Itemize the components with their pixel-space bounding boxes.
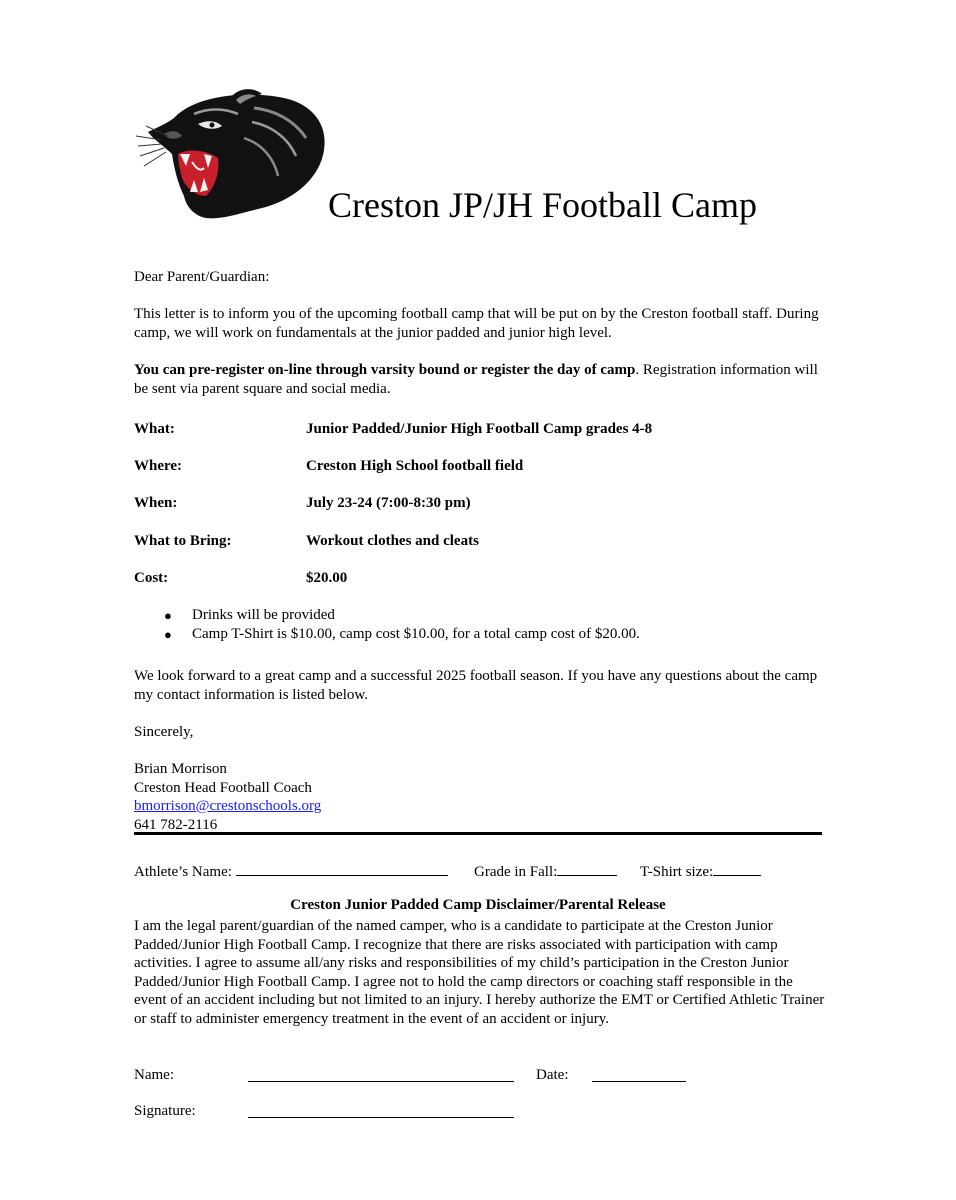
list-item: [134, 606, 640, 625]
grade-blank[interactable]: [557, 861, 617, 876]
release-date-label: Date:: [536, 1067, 569, 1083]
detail-value: $20.00: [306, 570, 348, 586]
detail-label: What to Bring:: [134, 533, 232, 549]
detail-row-cost: [134, 570, 348, 587]
release-signature-blank[interactable]: [248, 1103, 514, 1118]
release-name-label: Name:: [134, 1067, 174, 1083]
detail-label: Cost:: [134, 570, 169, 586]
closing-paragraph: We look forward to a great camp and a successful 2025 football season. If you have any questions about the camp my contact information is listed below.: [134, 668, 818, 703]
phone-number: 641 782-2116: [134, 816, 218, 833]
registration-info: . Registration information will be sent via parent square and social media.: [134, 362, 818, 397]
shirt-size-label: T-Shirt size:: [640, 864, 714, 880]
list-item: [134, 625, 640, 644]
athlete-name-label: Athlete’s Name:: [134, 864, 232, 880]
detail-row-bring: [134, 533, 479, 550]
athlete-name-blank[interactable]: [236, 861, 448, 876]
detail-row-what: [134, 421, 653, 438]
detail-value: July 23-24 (7:00-8:30 pm): [306, 495, 471, 511]
grade-field[interactable]: [474, 861, 617, 881]
signoff: Sincerely,: [134, 724, 194, 740]
bullet-text: Camp T-Shirt is $10.00, camp cost $10.00, for a total camp cost of $20.00.: [192, 626, 640, 642]
shirt-size-field[interactable]: [640, 861, 761, 881]
release-date-blank[interactable]: [592, 1067, 686, 1082]
page-title: Creston JP/JH Football Camp: [328, 185, 758, 225]
detail-label: Where:: [134, 458, 183, 474]
grade-label: Grade in Fall:: [474, 864, 558, 880]
signature-block: [134, 760, 824, 834]
detail-row-when: [134, 495, 471, 512]
bullet-text: Drinks will be provided: [192, 607, 335, 623]
coach-role: Creston Head Football Coach: [134, 779, 312, 796]
release-paragraph: I am the legal parent/guardian of the named camper, who is a candidate to participate at the Creston Junior Padded/Junior High Football Camp. I recognize that there are risks associated with participation with camp activities. I agree to assume all/any risks and responsibilities of my child’s participation in the Creston Junior Padded/Junior High Football Camp. I agree not to hold the camp directors or coaching staff responsible in the event of an accident including but not limited to an injury. I hereby authorize the EMT or Certified Athletic Trainer or staff to administer emergency treatment in the event of an accident or injury.: [134, 918, 825, 1027]
detail-value: Junior Padded/Junior High Football Camp grades 4-8: [306, 421, 653, 437]
bullet-list: [134, 606, 640, 644]
registration-emphasis: You can pre-register on-line through varsity bound or register the day of camp: [134, 362, 636, 378]
section-divider: [134, 832, 822, 835]
release-title: [0, 897, 956, 914]
email-link[interactable]: bmorrison@crestonschools.org: [134, 798, 322, 814]
release-title-text: Creston Junior Padded Camp Disclaimer/Parental Release: [290, 897, 666, 913]
panther-head-logo: [134, 88, 330, 224]
intro-paragraph: This letter is to inform you of the upcoming football camp that will be put on by the Creston football staff. During camp, we will work on fundamentals at the junior padded and junior high level.: [134, 306, 819, 341]
detail-value: Creston High School football field: [306, 458, 524, 474]
coach-name: Brian Morrison: [134, 761, 227, 777]
detail-label: What:: [134, 421, 175, 437]
greeting: Dear Parent/Guardian:: [134, 269, 270, 285]
detail-value: Workout clothes and cleats: [306, 533, 479, 549]
bullet-icon: ●: [164, 627, 172, 642]
release-name-blank[interactable]: [248, 1067, 514, 1082]
athlete-name-field[interactable]: [134, 861, 448, 881]
bullet-icon: ●: [164, 608, 172, 623]
detail-label: When:: [134, 495, 178, 511]
release-signature-label: Signature:: [134, 1103, 196, 1119]
registration-paragraph: [134, 361, 824, 398]
detail-row-where: [134, 458, 524, 475]
shirt-size-blank[interactable]: [713, 861, 761, 876]
